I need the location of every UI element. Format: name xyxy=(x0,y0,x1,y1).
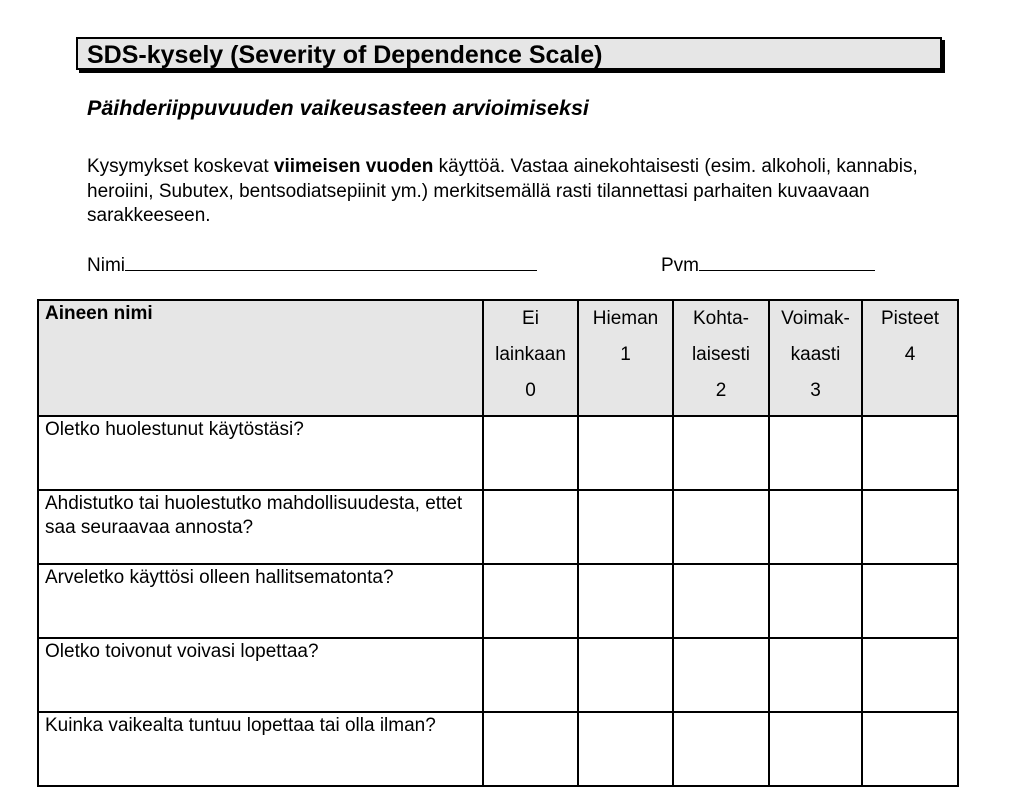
header-col-2-line1: Kohta- xyxy=(693,308,749,329)
answer-cell[interactable] xyxy=(769,490,862,564)
question-cell: Ahdistutko tai huolestutko mahdollisuudesta, ettet saa seuraavaa annosta? xyxy=(38,490,483,564)
question-cell: Arveletko käyttösi olleen hallitsematonta? xyxy=(38,564,483,638)
header-substance-name: Aineen nimi xyxy=(38,300,483,416)
score-cell[interactable] xyxy=(862,416,958,490)
score-cell[interactable] xyxy=(862,490,958,564)
header-col-3-line2: kaasti xyxy=(790,344,841,365)
table-row xyxy=(38,416,958,490)
answer-cell[interactable] xyxy=(483,638,578,712)
answer-cell[interactable] xyxy=(578,490,673,564)
question-cell: Kuinka vaikealta tuntuu lopettaa tai olla ilman? xyxy=(38,712,483,786)
header-col-3 xyxy=(769,300,862,416)
name-line[interactable] xyxy=(125,252,537,271)
header-col-0-line3: 0 xyxy=(525,380,536,401)
table-row xyxy=(38,564,958,638)
score-cell[interactable] xyxy=(862,638,958,712)
table-header-row xyxy=(38,300,958,416)
name-field[interactable] xyxy=(87,252,537,277)
header-col-0 xyxy=(483,300,578,416)
header-col-0-line1: Ei xyxy=(522,308,539,329)
answer-cell[interactable] xyxy=(673,416,769,490)
title-box xyxy=(76,37,942,70)
answer-cell[interactable] xyxy=(483,564,578,638)
answer-cell[interactable] xyxy=(578,712,673,786)
answer-cell[interactable] xyxy=(483,416,578,490)
answer-cell[interactable] xyxy=(769,564,862,638)
date-label: Pvm xyxy=(661,255,699,276)
page-subtitle: Päihderiippuvuuden vaikeusasteen arvioimiseksi xyxy=(87,96,589,120)
date-line[interactable] xyxy=(699,252,875,271)
answer-cell[interactable] xyxy=(483,712,578,786)
header-col-3-line3: 3 xyxy=(810,380,821,401)
answer-cell[interactable] xyxy=(769,712,862,786)
header-col-1-line1: Hieman xyxy=(592,308,659,329)
answer-cell[interactable] xyxy=(769,638,862,712)
header-col-4-line2: 4 xyxy=(904,344,916,365)
table-row xyxy=(38,490,958,564)
intro-paragraph xyxy=(87,155,947,229)
header-col-2 xyxy=(673,300,769,416)
scale-table xyxy=(37,299,959,787)
question-cell: Oletko toivonut voivasi lopettaa? xyxy=(38,638,483,712)
score-cell[interactable] xyxy=(862,712,958,786)
header-col-2-line3: 2 xyxy=(715,380,727,401)
question-cell: Oletko huolestunut käytöstäsi? xyxy=(38,416,483,490)
header-col-2-line2: laisesti xyxy=(691,344,751,365)
header-col-1 xyxy=(578,300,673,416)
answer-cell[interactable] xyxy=(769,416,862,490)
date-field[interactable] xyxy=(661,252,875,277)
intro-text-1: Kysymykset koskevat xyxy=(87,156,274,177)
answer-cell[interactable] xyxy=(673,712,769,786)
header-col-4-line1: Pisteet xyxy=(880,308,940,329)
page-title: SDS-kysely (Severity of Dependence Scale) xyxy=(87,41,603,69)
header-col-1-line2: 1 xyxy=(620,344,631,365)
answer-cell[interactable] xyxy=(578,638,673,712)
intro-text-bold: viimeisen vuoden xyxy=(273,156,434,177)
intro-text-2: käyttöä. Vastaa ainekohtaisesti (esim. alkoholi, kannabis, heroiini, Subutex, bentsodiatsepiinit ym.) merkitsemällä rasti tilannettasi parhaiten kuvaavaan sarakkeeseen. xyxy=(87,156,918,226)
answer-cell[interactable] xyxy=(578,564,673,638)
answer-cell[interactable] xyxy=(578,416,673,490)
table-row xyxy=(38,712,958,786)
answer-cell[interactable] xyxy=(673,564,769,638)
name-label: Nimi xyxy=(87,255,125,276)
header-col-4 xyxy=(862,300,958,416)
answer-cell[interactable] xyxy=(673,490,769,564)
header-col-3-line1: Voimak- xyxy=(781,308,850,329)
table-row xyxy=(38,638,958,712)
score-cell[interactable] xyxy=(862,564,958,638)
answer-cell[interactable] xyxy=(673,638,769,712)
answer-cell[interactable] xyxy=(483,490,578,564)
header-col-0-line2: lainkaan xyxy=(495,344,566,365)
